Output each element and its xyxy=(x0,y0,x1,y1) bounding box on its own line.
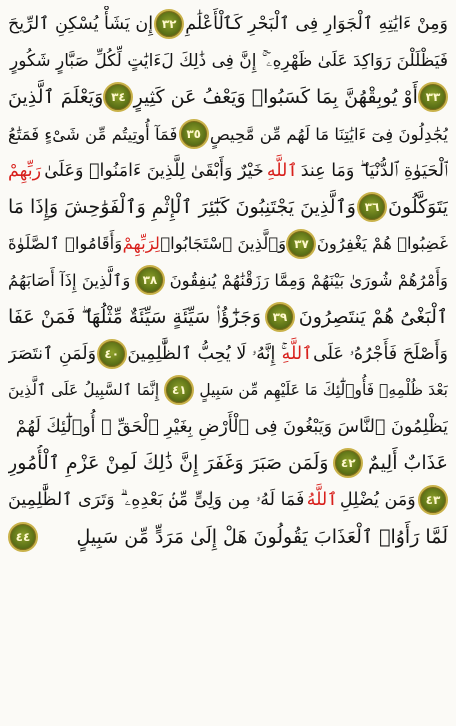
verse-text: ٱلْبَغْىُ هُمْ يَنتَصِرُونَ xyxy=(298,306,448,329)
verse-text: وَيَعْلَمَ ٱلَّذِينَ xyxy=(8,86,104,109)
text-line xyxy=(8,262,448,299)
text-line xyxy=(8,43,448,80)
text-line xyxy=(8,335,448,372)
text-line xyxy=(8,482,448,519)
ayah-number-marker: ٣٢ xyxy=(154,9,184,39)
ayah-number-marker: ٤٤ xyxy=(8,522,38,552)
text-line xyxy=(8,445,448,482)
verse-text: وَجَزَٰٓؤُا۟ سَيِّئَةٍ سَيِّئَةٌ مِّثْلُهَا ۖ فَمَنْ عَفَا xyxy=(8,306,262,329)
verse-text: غَضِبُوا۟ هُمْ يَغْفِرُونَ xyxy=(316,234,448,254)
text-line xyxy=(8,6,448,43)
text-line xyxy=(8,79,448,116)
ayah-number-marker: ٤٣ xyxy=(418,485,448,515)
text-line xyxy=(8,226,448,263)
verse-text: وَأَصْلَحَ فَأَجْرُهُۥ عَلَى xyxy=(313,343,448,364)
verse-text: وَٱلَّذِينَ ٱسْتَجَابُوا۟ xyxy=(160,234,287,254)
verse-text: وَٱلَّذِينَ إِذَآ أَصَابَهُمُ xyxy=(8,270,131,290)
ayah-number-marker: ٤٠ xyxy=(97,339,127,369)
divine-name-text: لِرَبِّهِمْ xyxy=(122,234,160,254)
verse-text: وَٱلَّذِينَ يَجْتَنِبُونَ كَبَٰٓئِرَ ٱلْإِثْمِ وَٱلْفَوَٰحِشَ وَإِذَا مَا xyxy=(8,196,356,219)
text-line xyxy=(8,299,448,336)
divine-name-text: ٱللَّهِ xyxy=(281,343,313,364)
verse-text: فَمَا لَهُۥ مِن وَلِىٍّ مِّنۢ بَعْدِهِۦ ۗ وَتَرَى ٱلظَّٰلِمِينَ xyxy=(8,490,305,511)
verse-text: يُجَٰدِلُونَ فِىٓ ءَايَٰتِنَا مَا لَهُم مِّن مَّحِيصٍ xyxy=(209,124,448,144)
text-line xyxy=(8,372,448,409)
ayah-number-marker: ٤٢ xyxy=(333,448,363,478)
ayah-number-marker: ٣٩ xyxy=(265,302,295,332)
verse-text: بَعْدَ ظُلْمِهِۦ فَأُو۟لَٰٓئِكَ مَا عَلَيْهِم مِّن سَبِيلٍ xyxy=(199,381,448,400)
verse-text: إِن يَشَأْ يُسْكِنِ ٱلرِّيحَ xyxy=(8,14,154,35)
verse-text: يَظْلِمُونَ ٱلنَّاسَ وَيَبْغُونَ فِى ٱلْأَرْضِ بِغَيْرِ ٱلْحَقِّ ۚ أُو۟لَٰٓئِكَ لَهُمْ xyxy=(15,416,448,437)
verse-text: إِنَّمَا ٱلسَّبِيلُ عَلَى ٱلَّذِينَ xyxy=(8,381,160,400)
ayah-number-marker: ٣٦ xyxy=(357,192,387,222)
divine-name-text: رَبِّهِمْ xyxy=(8,160,42,181)
ayah-number-marker: ٣٥ xyxy=(179,119,209,149)
verse-text: وَلَمَنِ ٱنتَصَرَ xyxy=(8,343,97,364)
verse-text: فَمَآ أُوتِيتُم مِّن شَىْءٍ فَمَتَٰعُ xyxy=(8,124,178,144)
verse-text: ۚ إِنَّهُۥ لَا يُحِبُّ ٱلظَّٰلِمِينَ xyxy=(127,343,281,364)
ayah-number-marker: ٣٤ xyxy=(103,82,133,112)
verse-text: عَذَابٌ أَلِيمٌ xyxy=(368,452,448,475)
verse-text: فَيَظْلَلْنَ رَوَاكِدَ عَلَىٰ ظَهْرِهِۦٓ ۚ إِنَّ فِى ذَٰلِكَ لَءَايَٰتٍ لِّكُلِّ صَبَّارٍ شَكُورٍ xyxy=(10,50,448,71)
text-line xyxy=(8,189,448,226)
verse-text: وَأَقَامُوا۟ ٱلصَّلَوٰةَ xyxy=(8,234,123,254)
divine-name-text: ٱللَّهُ xyxy=(306,490,338,511)
ayah-number-marker: ٣٨ xyxy=(135,265,165,295)
text-line xyxy=(8,409,448,446)
text-line xyxy=(8,518,448,555)
ayah-number-marker: ٣٧ xyxy=(286,229,316,259)
divine-name-text: ٱللَّهِ xyxy=(266,160,298,181)
verse-text: أَوْ يُوبِقْهُنَّ بِمَا كَسَبُوا۟ وَيَعْفُ عَن كَثِيرٍ xyxy=(133,86,418,109)
ayah-number-marker: ٣٣ xyxy=(418,82,448,112)
verse-text: وَمَن يُضْلِلِ xyxy=(339,490,416,511)
ayah-number-marker: ٤١ xyxy=(164,375,194,405)
verse-text: خَيْرٌ وَأَبْقَىٰ لِلَّذِينَ ءَامَنُوا۟ وَعَلَىٰ xyxy=(44,160,264,181)
verse-text: وَلَمَن صَبَرَ وَغَفَرَ إِنَّ ذَٰلِكَ لَمِنْ عَزْمِ ٱلْأُمُورِ xyxy=(8,452,329,475)
verse-text: ٱلْحَيَوٰةِ ٱلدُّنْيَا ۖ وَمَا عِندَ xyxy=(300,160,448,181)
verse-text: يَتَوَكَّلُونَ xyxy=(388,196,448,219)
verse-text: لَمَّا رَأَوُا۟ ٱلْعَذَابَ يَقُولُونَ هَلْ إِلَىٰ مَرَدٍّ مِّن سَبِيلٍ xyxy=(76,525,448,548)
verse-text: وَمِنْ ءَايَٰتِهِ ٱلْجَوَارِ فِى ٱلْبَحْرِ كَٱلْأَعْلَٰمِ xyxy=(185,14,448,35)
text-line xyxy=(8,152,448,189)
text-line xyxy=(8,116,448,153)
verse-text: وَأَمْرُهُمْ شُورَىٰ بَيْنَهُمْ وَمِمَّا رَزَقْنَٰهُمْ يُنفِقُونَ xyxy=(169,270,448,290)
